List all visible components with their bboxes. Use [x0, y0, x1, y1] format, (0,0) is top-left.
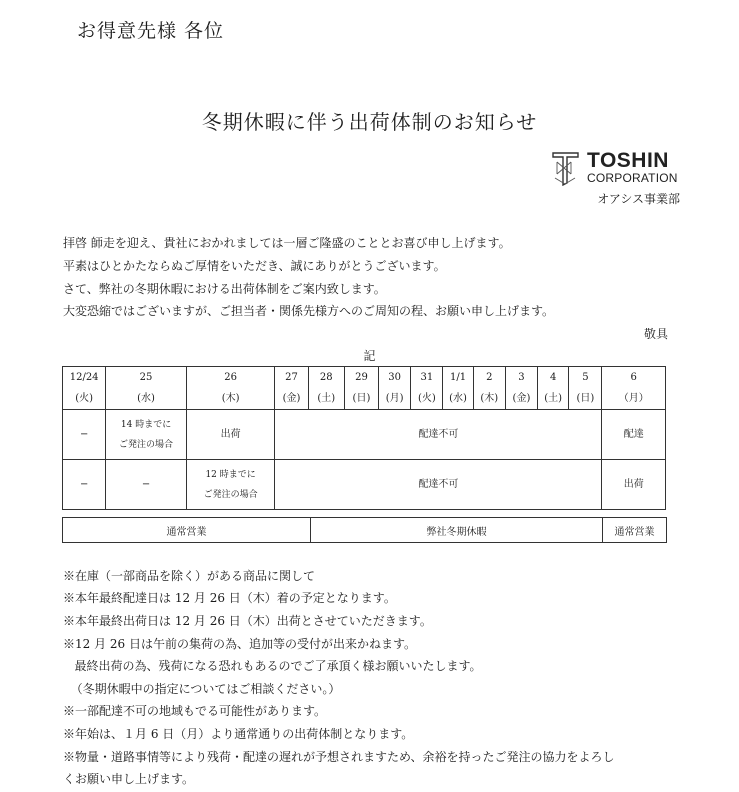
page-title: 冬期休暇に伴う出荷体制のお知らせ: [201, 110, 538, 134]
note-line: （冬期休暇中の指定についてはご相談ください。）: [63, 682, 341, 696]
table-cell: 12 時までに ご発注の場合: [186, 460, 275, 510]
status-row: [63, 518, 667, 543]
date-cell: 6 （月）: [602, 367, 666, 410]
note-line: ※12 月 26 日は午前の集荷の為、追加等の受付が出来かねます。: [63, 637, 417, 651]
body-line: 拝啓 師走を迎え、貴社におかれましては一層ご隆盛のこととお喜び申し上げます。: [63, 236, 511, 250]
logo-name: TOSHIN: [587, 149, 669, 172]
ki-mark: 記: [363, 349, 376, 363]
note-line: ※物量・道路事情等により残荷・配達の遅れが予想されますため、余裕を持ったご発注の協力をよろし: [63, 750, 615, 764]
company-logo: [551, 150, 681, 186]
status-table: [62, 517, 667, 543]
division-name: オアシス事業部: [597, 192, 680, 206]
note-line: 最終出荷の為、残荷になる恐れもあるのでご了承頂く様お願いいたします。: [63, 659, 482, 673]
date-cell: 2 (木): [473, 367, 505, 410]
body-line: 平素はひとかたならぬご厚情をいただき、誠にありがとうございます。: [63, 259, 446, 273]
schedule-table: [62, 366, 666, 510]
table-cell: 出荷: [186, 410, 275, 460]
date-cell: 5 (日): [569, 367, 602, 410]
date-cell: 4 (土): [538, 367, 569, 410]
status-cell: 通常営業: [63, 518, 311, 543]
closing-word: 敬具: [643, 327, 668, 341]
table-cell: −: [106, 460, 187, 510]
table-cell: −: [63, 460, 106, 510]
note-line: ※本年最終出荷日は 12 月 26 日（木）出荷とさせていただきます。: [63, 614, 432, 628]
table-cell: 配達: [602, 410, 666, 460]
date-cell: 3 (金): [505, 367, 537, 410]
delivery-row: [63, 410, 666, 460]
note-line: ※在庫（一部商品を除く）がある商品に関して: [63, 569, 316, 583]
addressee: お得意先様 各位: [77, 20, 225, 42]
date-cell: 30 (月): [379, 367, 411, 410]
date-cell: 26 (木): [186, 367, 275, 410]
table-cell: 出荷: [602, 460, 666, 510]
table-cell-span: 配達不可: [275, 410, 602, 460]
note-line: ※本年最終配達日は 12 月 26 日（木）着の予定となります。: [63, 591, 396, 605]
note-line: ※年始は、１月 6 日（月）より通常通りの出荷体制となります。: [63, 727, 414, 741]
date-cell: 28 (土): [308, 367, 344, 410]
date-cell: 31 (火): [411, 367, 443, 410]
logo-sub: CORPORATION: [587, 171, 678, 185]
status-cell: 通常営業: [603, 518, 667, 543]
table-cell: 14 時までに ご発注の場合: [106, 410, 187, 460]
table-cell-span: 配達不可: [275, 460, 602, 510]
date-cell: 1/1 (水): [443, 367, 473, 410]
body-line: さて、弊社の冬期休暇における出荷体制をご案内致します。: [63, 282, 386, 296]
table-cell: −: [63, 410, 106, 460]
logo-mark-icon: [551, 150, 581, 186]
note-line: くお願い申し上げます。: [63, 772, 195, 786]
date-header-row: [63, 367, 666, 410]
note-line: ※一部配達不可の地域もでる可能性があります。: [63, 704, 327, 718]
status-cell: 弊社冬期休暇: [311, 518, 603, 543]
body-line: 大変恐縮ではございますが、ご担当者・関係先様方へのご周知の程、お願い申し上げます。: [63, 304, 555, 318]
date-cell: 12/24 (火): [63, 367, 106, 410]
date-cell: 27 (金): [275, 367, 308, 410]
shipping-row: [63, 460, 666, 510]
date-cell: 29 (日): [344, 367, 378, 410]
date-cell: 25 (水): [106, 367, 187, 410]
